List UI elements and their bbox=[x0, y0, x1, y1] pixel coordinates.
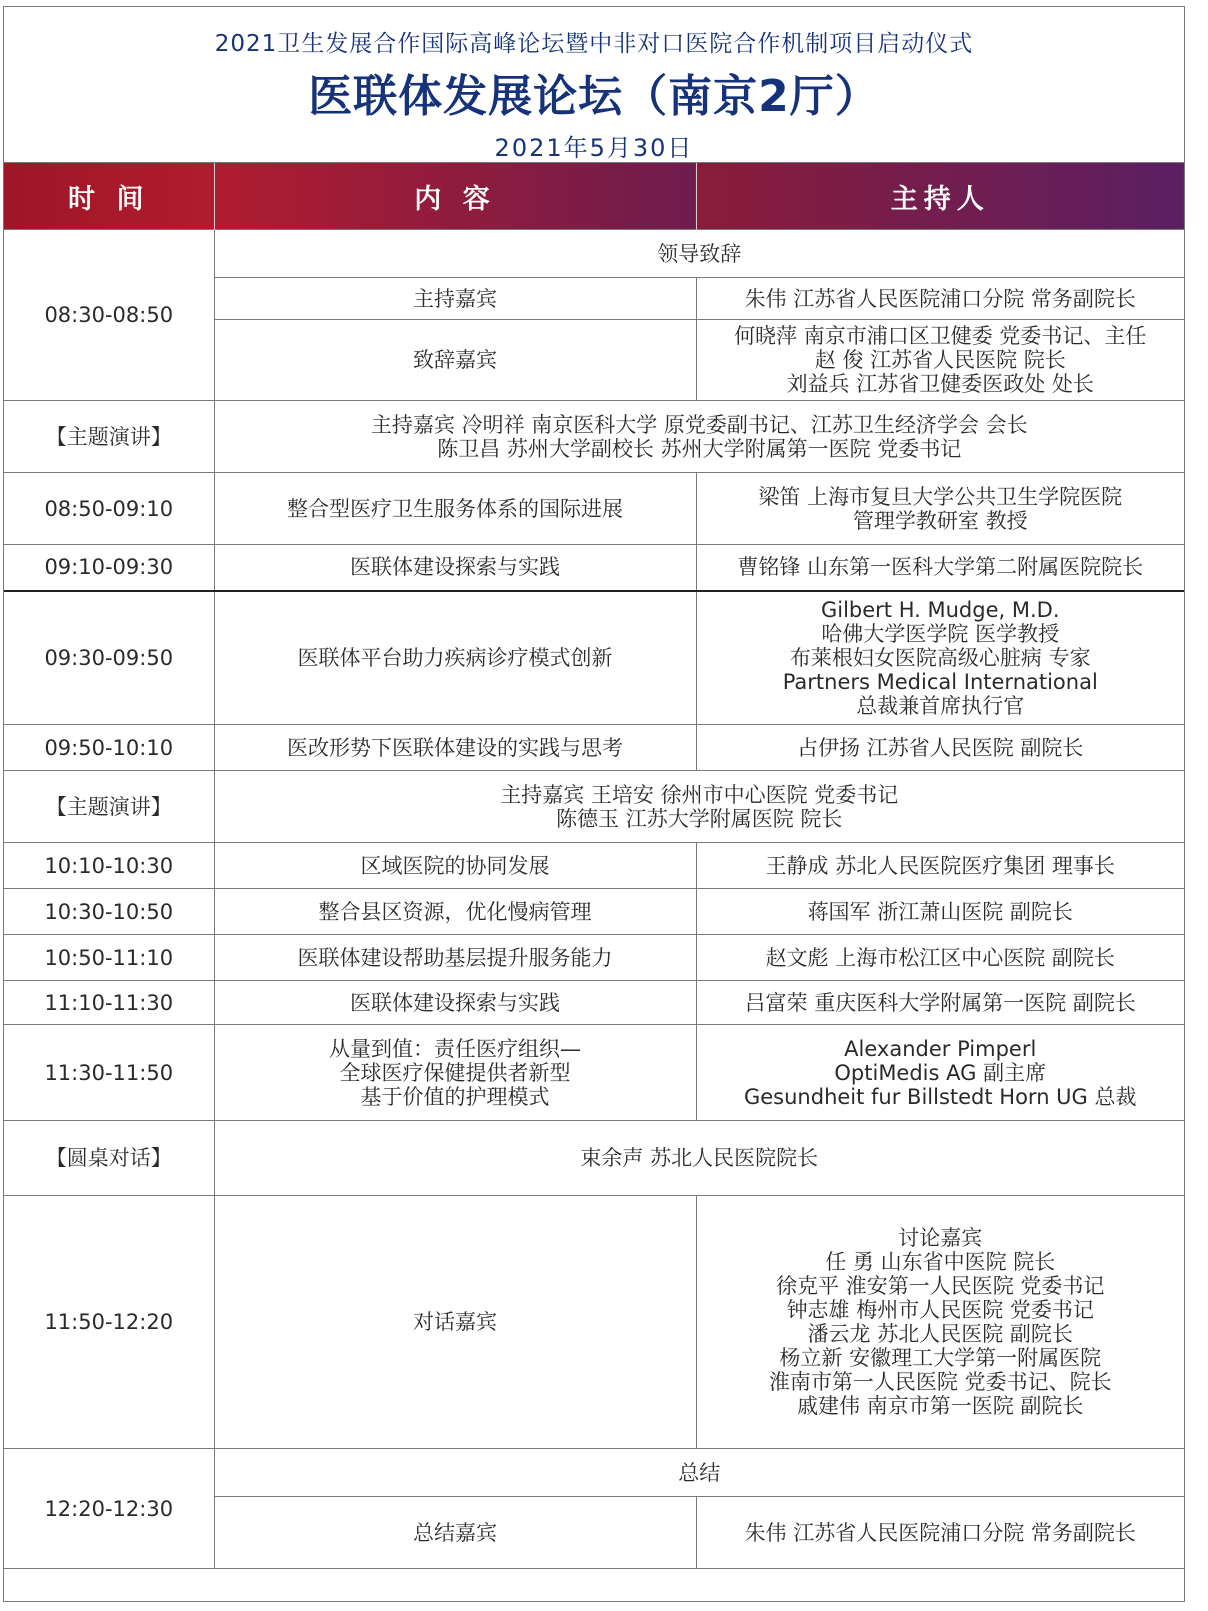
topic-cell: 医改形势下医联体建设的实践与思考 bbox=[214, 725, 696, 771]
topic-cell: 对话嘉宾 bbox=[214, 1196, 696, 1449]
host-cell: 蒋国军 浙江萧山医院 副院长 bbox=[696, 889, 1184, 935]
time-cell: 09:10-09:30 bbox=[4, 545, 214, 591]
topic-cell: 整合县区资源，优化慢病管理 bbox=[214, 889, 696, 935]
host-line: 钟志雄 梅州市人民医院 党委书记 bbox=[786, 1298, 1094, 1322]
time-cell: 11:50-12:20 bbox=[4, 1196, 214, 1449]
topic-cell: 区域医院的协同发展 bbox=[214, 843, 696, 889]
event-subtitle: 2021卫生发展合作国际高峰论坛暨中非对口医院合作机制项目启动仪式 bbox=[214, 31, 974, 57]
host-cell: 朱伟 江苏省人民医院浦口分院 常务副院长 bbox=[696, 1497, 1184, 1569]
event-date: 2021年5月30日 bbox=[494, 134, 694, 162]
topic-cell: 医联体建设探索与实践 bbox=[214, 545, 696, 591]
column-header-content: 内 容 bbox=[214, 163, 696, 230]
keynote-host-line: 陈德玉 江苏大学附属医院 院长 bbox=[556, 806, 843, 831]
table-row bbox=[4, 545, 1184, 591]
host-line: 潘云龙 苏北人民医院 副院长 bbox=[807, 1322, 1073, 1346]
time-cell: 10:10-10:30 bbox=[4, 843, 214, 889]
time-cell: 10:30-10:50 bbox=[4, 889, 214, 935]
topic-cell bbox=[214, 1025, 696, 1121]
topic-line: 从量到值：责任医疗组织— bbox=[329, 1036, 581, 1061]
keynote-hosts bbox=[214, 771, 1184, 843]
host-cell: 吕富荣 重庆医科大学附属第一医院 副院长 bbox=[696, 981, 1184, 1025]
agenda-page bbox=[3, 6, 1185, 1602]
host-cell bbox=[696, 473, 1184, 545]
host-line: 刘益兵 江苏省卫健委医政处 处长 bbox=[786, 372, 1094, 396]
host-cell: 王静成 苏北人民医院医疗集团 理事长 bbox=[696, 843, 1184, 889]
table-row bbox=[4, 230, 1184, 278]
topic-cell: 医联体平台助力疾病诊疗模式创新 bbox=[214, 591, 696, 725]
host-line: 赵 俊 江苏省人民医院 院长 bbox=[814, 348, 1066, 372]
topic-line: 基于价值的护理模式 bbox=[360, 1084, 550, 1109]
section-title: 领导致辞 bbox=[214, 230, 1184, 278]
keynote-hosts bbox=[214, 401, 1184, 473]
table-row bbox=[4, 935, 1184, 981]
host-cell: 曹铭锋 山东第一医科大学第二附属医院院长 bbox=[696, 545, 1184, 591]
topic-line: 全球医疗保健提供者新型 bbox=[339, 1060, 571, 1085]
table-row bbox=[4, 401, 1184, 473]
time-cell: 11:10-11:30 bbox=[4, 981, 214, 1025]
keynote-host-line: 陈卫昌 苏州大学副校长 苏州大学附属第一医院 党委书记 bbox=[437, 436, 962, 461]
host-line: 淮南市第一人民医院 党委书记、院长 bbox=[768, 1370, 1112, 1394]
topic-cell: 医联体建设帮助基层提升服务能力 bbox=[214, 935, 696, 981]
time-cell: 08:50-09:10 bbox=[4, 473, 214, 545]
keynote-host-line: 主持嘉宾 王培安 徐州市中心医院 党委书记 bbox=[500, 782, 899, 807]
host-cell: 朱伟 江苏省人民医院浦口分院 常务副院长 bbox=[696, 278, 1184, 320]
table-row bbox=[4, 1025, 1184, 1121]
agenda-header bbox=[4, 7, 1184, 163]
table-row bbox=[4, 725, 1184, 771]
host-cell: 赵文彪 上海市松江区中心医院 副院长 bbox=[696, 935, 1184, 981]
host-line: 管理学教研室 教授 bbox=[852, 508, 1028, 533]
time-cell: 09:50-10:10 bbox=[4, 725, 214, 771]
topic-cell: 整合型医疗卫生服务体系的国际进展 bbox=[214, 473, 696, 545]
host-line: Alexander Pimperl bbox=[844, 1036, 1037, 1061]
host-line: 总裁兼首席执行官 bbox=[856, 693, 1025, 718]
host-cell: 占伊扬 江苏省人民医院 副院长 bbox=[696, 725, 1184, 771]
host-cell bbox=[696, 320, 1184, 401]
column-header-host: 主持人 bbox=[696, 163, 1184, 230]
table-row bbox=[4, 981, 1184, 1025]
time-cell: 09:30-09:50 bbox=[4, 591, 214, 725]
table-row bbox=[4, 1449, 1184, 1497]
table-row bbox=[4, 1121, 1184, 1196]
host-line: 杨立新 安徽理工大学第一附属医院 bbox=[779, 1346, 1102, 1370]
time-cell: 【圆桌对话】 bbox=[4, 1121, 214, 1196]
time-cell: 10:50-11:10 bbox=[4, 935, 214, 981]
host-line: OptiMedis AG 副主席 bbox=[834, 1060, 1047, 1085]
keynote-host-line: 主持嘉宾 冷明祥 南京医科大学 原党委副书记、江苏卫生经济学会 会长 bbox=[370, 412, 1028, 437]
column-header-time: 时 间 bbox=[4, 163, 214, 230]
topic-cell: 医联体建设探索与实践 bbox=[214, 981, 696, 1025]
table-row bbox=[4, 771, 1184, 843]
table-row bbox=[4, 591, 1184, 725]
role-label: 主持嘉宾 bbox=[214, 278, 696, 320]
host-line: 任 勇 山东省中医院 院长 bbox=[825, 1250, 1056, 1274]
host-line: 徐克平 淮安第一人民医院 党委书记 bbox=[776, 1274, 1105, 1298]
table-row bbox=[4, 889, 1184, 935]
agenda-table bbox=[4, 163, 1184, 1569]
time-cell: 08:30-08:50 bbox=[4, 230, 214, 401]
host-line: 哈佛大学医学院 医学教授 bbox=[821, 621, 1060, 646]
table-row bbox=[4, 1196, 1184, 1449]
host-line: 布莱根妇女医院高级心脏病 专家 bbox=[789, 645, 1091, 670]
host-line: 何晓萍 南京市浦口区卫健委 党委书记、主任 bbox=[734, 324, 1147, 348]
time-cell: 12:20-12:30 bbox=[4, 1449, 214, 1569]
host-line: 讨论嘉宾 bbox=[898, 1226, 983, 1250]
role-label: 总结嘉宾 bbox=[214, 1497, 696, 1569]
time-cell: 11:30-11:50 bbox=[4, 1025, 214, 1121]
table-row bbox=[4, 473, 1184, 545]
host-line: 梁笛 上海市复旦大学公共卫生学院医院 bbox=[758, 484, 1123, 509]
time-cell: 【主题演讲】 bbox=[4, 771, 214, 843]
host-line: Gilbert H. Mudge, M.D. bbox=[820, 597, 1060, 622]
host-cell bbox=[696, 591, 1184, 725]
host-line: 戚建伟 南京市第一医院 副院长 bbox=[797, 1394, 1084, 1418]
table-row bbox=[4, 843, 1184, 889]
host-cell bbox=[696, 1196, 1184, 1449]
role-label: 致辞嘉宾 bbox=[214, 320, 696, 401]
host-cell bbox=[696, 1025, 1184, 1121]
host-line: Gesundheit fur Billstedt Horn UG 总裁 bbox=[743, 1084, 1137, 1109]
forum-title: 医联体发展论坛（南京2厅） bbox=[308, 71, 880, 122]
section-title: 总结 bbox=[214, 1449, 1184, 1497]
roundtable-host: 束余声 苏北人民医院院长 bbox=[214, 1121, 1184, 1196]
host-line: Partners Medical International bbox=[782, 669, 1098, 694]
time-cell: 【主题演讲】 bbox=[4, 401, 214, 473]
